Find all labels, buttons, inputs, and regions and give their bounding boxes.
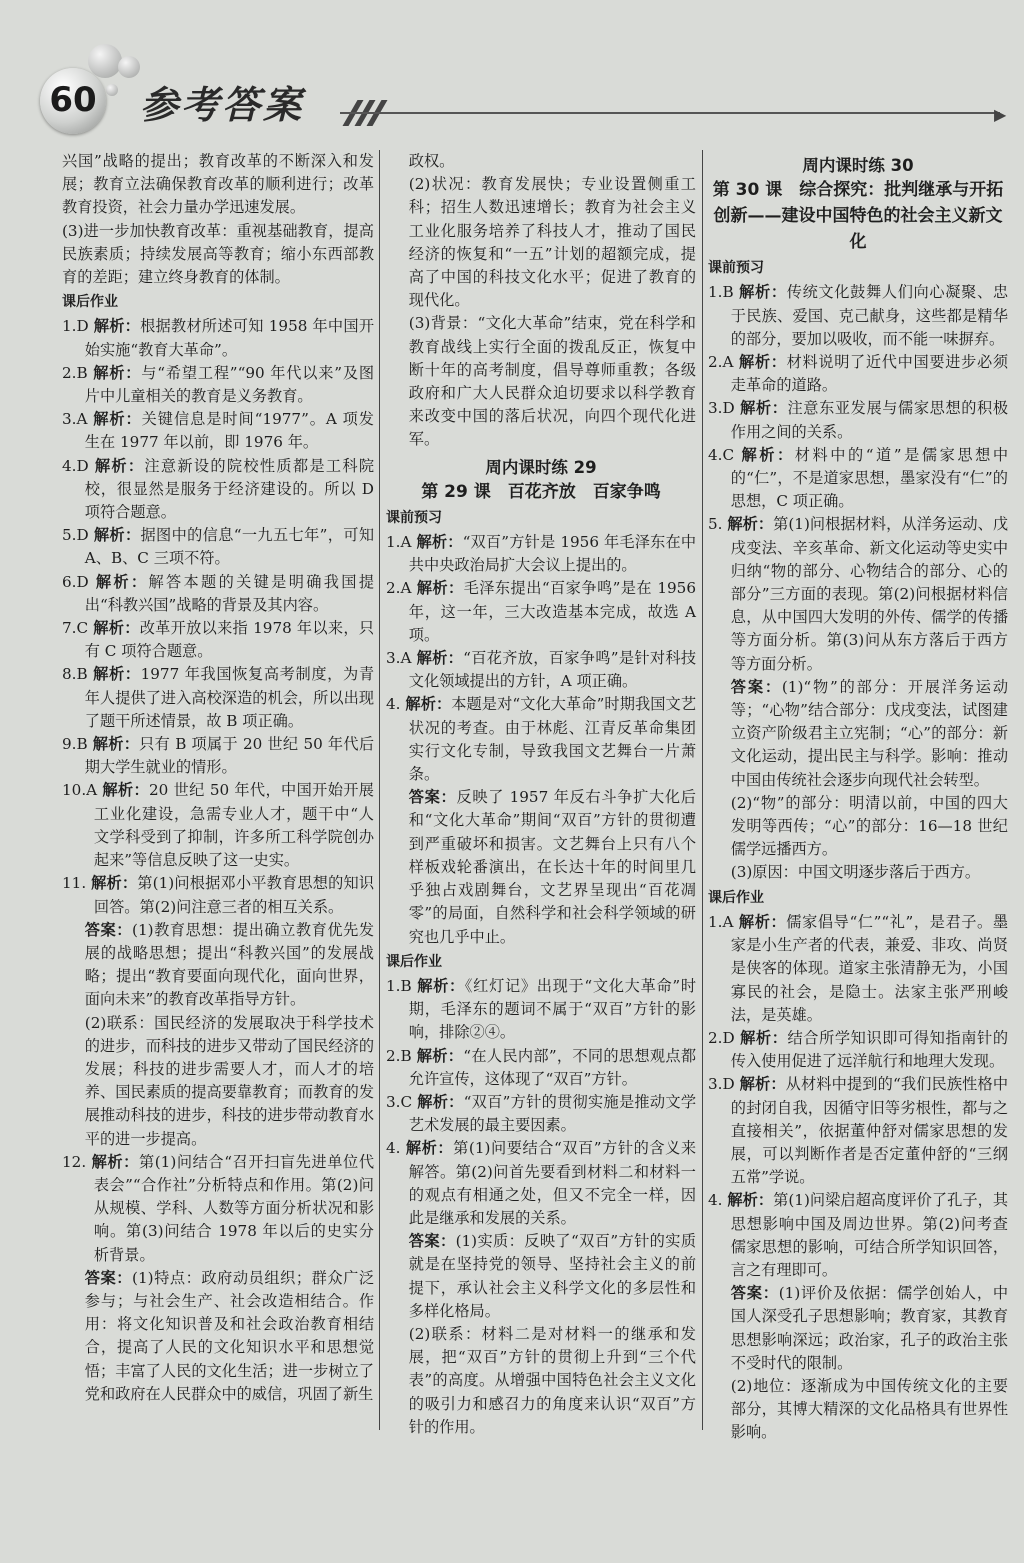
answer-item [386,1091,696,1137]
answer-item [386,531,696,577]
analysis-label: 解析： [740,1028,788,1047]
analysis-text: 第(1)问要结合“双百”方针的含义来解答。第(2)问首先要看到材料二和材料一的观点有相通之处，但又不完全一样，因此是继承和发展的关系。 [408,1139,697,1227]
analysis-text: 材料中的“道”是儒家思想中的“仁”，不是道家思想，墨家没有“仁”的思想，C 项正确。 [730,445,1009,511]
analysis-text: 儒家倡导“仁”“礼”，是君子。墨家是小生产者的代表，兼爱、非攻、尚贤是侠客的体现。道家主张清静无为，小国寡民的社会，是隐士。法家主张严刑峻法，是英雄。 [730,912,1009,1024]
analysis-text: 第(1)问梁启超高度评价了孔子，其思想影响中国及周边世界。第(2)问考查儒家思想的影响，可结合所学知识回答，言之有理即可。 [730,1191,1009,1279]
analysis-text: 材料说明了近代中国要进步必须走革命的道路。 [730,353,1009,395]
lesson-title: 第 29 课 百花齐放 百家争鸣 [421,481,661,502]
answer-item [62,872,374,918]
column-left [62,150,374,1406]
analysis-label: 解析： [93,410,142,429]
analysis-label: 解析： [92,735,140,754]
answer-block [386,786,696,948]
analysis-label: 解析： [93,526,141,545]
question-number: 4.C [708,445,735,464]
section-heading: 课后作业 [386,953,442,970]
answer-item [62,362,374,408]
analysis-label: 解析： [738,912,787,931]
analysis-text: 据图中的信息“一九五七年”，可知 A、B、C 三项不符。 [84,526,375,568]
analysis-label: 解析： [727,515,774,534]
analysis-label: 解析： [727,1191,774,1210]
analysis-label: 解析： [405,695,452,714]
analysis-label: 解析： [739,283,787,302]
analysis-label: 解析： [740,399,788,418]
answer-text: 反映了 1957 年反右斗争扩大化后和“文化大革命”期间“双百”方针的贯彻遭到严重破坏和损害。文艺舞台上只有八个样板戏轮番演出，在长达十年的时间里几乎独占戏剧舞台，文艺界呈现出“百花凋零”的局面，自然科学和社会科学领域的研究也几乎中止。 [408,788,696,946]
answer-item [708,1027,1008,1073]
answer-item [62,663,374,733]
question-number: 2.B [62,363,88,382]
column-right [708,150,1008,1445]
question-number: 1.B [708,283,734,302]
answer-item [708,397,1008,443]
question-number: 3.A [62,410,88,429]
answer-block [62,1267,374,1406]
answer-item [708,351,1008,397]
section-heading: 课前预习 [386,509,442,526]
answer-paragraph: (2)联系：材料二是对材料一的继承和发展，把“双百”方针的贯彻上升到“三个代表”的高度。从增强中国特色社会主义文化的吸引力和感召力的角度来认识“双百”方针的作用。 [408,1324,696,1436]
decor-bubble [118,56,140,78]
answer-label: 答案： [408,1232,456,1251]
analysis-label: 解析： [94,456,145,475]
answer-label: 答案： [730,677,782,696]
answer-text: (1)特点：政府动员组织；群众广泛参与；与社会生产、社会改造相结合。作用：将文化知识普及和社会政治教育相结合，提高了人民的文化知识水平和思想觉悟；丰富了人民的文化生活；进一步树立了党和政府在人民群众中的威信，巩固了新生 [84,1268,375,1403]
question-number: 2.A [708,353,734,372]
answer-label: 答案： [84,920,133,939]
question-number: 1.A [708,912,734,931]
analysis-text: 关键信息是时间“1977”。A 项发生在 1977 年以前，即 1976 年。 [84,410,374,452]
analysis-label: 解析： [93,363,142,382]
question-number: 2.D [708,1028,735,1047]
answer-item [62,408,374,454]
answer-item [708,1073,1008,1189]
answer-item [62,571,374,617]
analysis-label: 解析： [416,533,463,552]
question-number: 7.C [62,619,89,638]
analysis-text: 只有 B 项属于 20 世纪 50 年代后期大学生就业的情形。 [84,735,375,777]
analysis-label: 解析： [93,317,141,336]
analysis-text: “在人民内部”，不同的思想观点都允许宣传，这体现了“双百”方针。 [408,1046,697,1088]
decor-bubble [88,44,122,78]
answer-item [708,911,1008,1027]
analysis-label: 解析： [93,665,141,684]
answer-text: (1)教育思想：提出确立教育优先发展的战略思想；提出“科教兴国”的发展战略；提出“教育要面向现代化，面向世界，面向未来”的教育改革指导方针。 [84,920,375,1009]
question-number: 3.D [708,399,735,418]
answer-block [708,1282,1008,1375]
analysis-label: 解析： [95,572,149,591]
question-number: 2.B [386,1046,412,1065]
question-number: 3.D [708,1075,735,1094]
section-heading: 课后作业 [708,889,764,906]
answer-text: (1)评价及依据：儒学创始人，中国人深受孔子思想影响；教育家，其教育思想影响深远；政治家，孔子的政治主张不受时代的限制。 [730,1284,1009,1372]
arrow-right-icon: ▶ [994,105,1007,124]
text-paragraph: 兴国”战略的提出；教育改革的不断深入和发展；教育立法确保教育改革的顺利进行；改革教育投资，社会力量办学迅速发展。 [62,152,374,217]
analysis-text: 注意东亚发展与儒家思想的积极作用之间的关系。 [730,399,1009,441]
analysis-text: 与“希望工程”“90 年代以来”及图片中儿童相关的教育是义务教育。 [84,363,375,406]
analysis-text: 第(1)问根据材料，从洋务运动、戊戌变法、辛亥革命、新文化运动等史实中归纳“物的部分、心物结合的部分、心的部分”三方面的表现。第(2)问根据材料信息，从中国四大发明的外传、儒学的传播等方面分析。第(3)问从东方落后于西方等方面分析。 [730,515,1009,673]
analysis-text: “百花齐放，百家争鸣”是针对科技文化领域提出的方针，A 项正确。 [408,649,697,691]
analysis-text: 毛泽东提出“百家争鸣”是在 1956 年，这一年，三大改造基本完成，故选 A 项。 [408,579,696,644]
analysis-text: 结合所学知识即可得知指南针的传入使用促进了远洋航行和地理大发现。 [730,1028,1009,1071]
analysis-label: 解析： [91,874,138,893]
question-number: 3.C [386,1092,413,1111]
analysis-text: 从材料中提到的“我们民族性格中的封闭自我，因循守旧等劣根性，都与之直接相关”，依据董仲舒对儒家思想的发展，可以判断作者是否定董仲舒的“三纲五常”学说。 [730,1075,1009,1187]
answer-item [62,524,374,570]
practice-title: 周内课时练 30 [802,156,914,175]
section-heading: 课前预习 [708,260,764,277]
answer-text: (1)“物”的部分：开展洋务运动等；“心物”结合部分：戊戌变法，试图建立资产阶级君主立宪制；“心”的部分：新文化运动，提出民主与科学。影响：推动中国由传统社会逐步向现代社会转型。 [730,677,1009,789]
lesson-title: 第 30 课 综合探究：批判继承与开拓创新——建设中国特色的社会主义新文化 [712,180,1004,253]
question-number: 8.B [62,665,88,684]
answer-label: 答案： [730,1284,779,1303]
analysis-label: 解析： [741,445,795,464]
text-paragraph: (3)进一步加快教育改革：重视基础教育，提高民族素质；持续发展高等教育；缩小东西部教育的差距；建立终身教育的体制。 [62,221,374,287]
header-title: 参考答案 [140,83,305,127]
answer-item [386,693,696,786]
analysis-label: 解析： [417,1092,464,1111]
answer-block [386,1230,696,1323]
answer-paragraph: (2)地位：逐渐成为中国传统文化的主要部分，其博大精深的文化品格具有世界性影响。 [730,1376,1008,1442]
analysis-label: 解析： [739,1075,786,1094]
answer-item [708,444,1008,514]
answer-item [62,617,374,663]
answer-paragraph: (3)原因：中国文明逐步落后于西方。 [730,863,981,882]
question-number: 6.D [62,572,89,591]
answer-item [62,1151,374,1267]
question-number: 9.B [62,735,88,754]
column-middle [386,150,696,1439]
question-number: 4. [386,1139,401,1158]
decor-bubble [106,84,118,96]
analysis-text: 传统文化鼓舞人们向心凝聚、忠于民族、爱国、克己献身，这些都是精华的部分，要加以吸收，而不能一味摒弃。 [730,283,1009,348]
page-number: 60 [49,80,97,120]
answer-block [62,919,374,1012]
answer-item [386,975,696,1045]
analysis-text: 《红灯记》出现于“文化大革命”时期，毛泽东的题词不属于“双百”方针的影响，排除②④。 [408,976,697,1042]
answer-label: 答案： [84,1268,133,1287]
analysis-label: 解析： [417,976,465,995]
analysis-label: 解析： [405,1139,454,1158]
answer-label: 答案： [408,788,457,807]
analysis-text: 1977 年我国恢复高考制度，为青年人提供了进入高校深造的机会，所以出现了题干所述情景，故 B 项正确。 [84,665,375,730]
question-number: 1.D [62,317,89,336]
answer-paragraph: (2)“物”的部分：明清以前，中国的四大发明等西传；“心”的部分：16—18 世纪儒学远播西方。 [730,793,1008,859]
answer-item [62,779,374,872]
analysis-label: 解析： [102,781,149,800]
analysis-label: 解析： [416,579,464,598]
analysis-text: “双百”方针的贯彻实施是推动文学艺术发展的最主要因素。 [408,1092,697,1135]
question-number: 4.D [62,456,89,475]
analysis-text: 20 世纪 50 年代，中国开始开展工业化建设，急需专业人才，题干中“人文学科受到了抑制，许多所工科学院创办起来”等信息反映了这一史实。 [93,781,374,870]
answer-item [62,455,374,525]
analysis-text: 改革开放以来指 1978 年以来，只有 C 项符合题意。 [84,619,375,661]
analysis-text: 第(1)问根据邓小平教育思想的知识回答。第(2)问注意三者的相互关系。 [93,874,375,916]
analysis-label: 解析： [416,1046,464,1065]
answer-item [386,1045,696,1091]
answer-paragraph: 政权。 [408,152,455,170]
question-number: 2.A [386,579,412,598]
analysis-text: 第(1)问结合“召开扫盲先进单位代表会”“合作社”分析特点和作用。第(2)问从规模、学科、人数等方面分析状况和影响。第(3)问结合 1978 年以后的史实分析背景。 [93,1152,375,1264]
answer-item [386,1137,696,1230]
analysis-text: “双百”方针是 1956 年毛泽东在中共中央政治局扩大会议上提出的。 [408,533,697,575]
question-number: 11. [62,874,87,893]
answer-item [708,281,1008,351]
section-heading: 课后作业 [62,294,118,311]
question-number: 1.B [386,976,412,995]
header-rule [340,112,1000,114]
question-number: 10.A [62,781,98,800]
analysis-label: 解析： [738,353,787,372]
analysis-label: 解析： [93,619,140,638]
answer-paragraph: (2)联系：国民经济的发展取决于科学技术的进步，而科技的进步又带动了国民经济的发展；科技的进步需要人才，而人才的培养、国民素质的提高要靠教育；而教育的发展推动科技的进步，科技的进步带动教育水平的进一步提高。 [84,1013,374,1148]
analysis-text: 本题是对“文化大革命”时期我国文艺状况的考查。由于林彪、江青反革命集团实行文化专制，导致我国文艺舞台一片萧条。 [408,695,697,784]
question-number: 4. [386,695,401,714]
column-divider [379,150,380,1430]
answer-item [62,315,374,361]
answer-paragraph: (2)状况：教育发展快；专业设置侧重工科；招生人数迅速增长；教育为社会主义工业化服务培养了科技人才，推动了国民经济的恢复和“一五”计划的超额完成，提高了中国的科技文化水平；促进了教育的现代化。 [408,175,696,310]
question-number: 4. [708,1191,723,1210]
analysis-text: 根据教材所述可知 1958 年中国开始实施“教育大革命”。 [84,317,375,359]
column-divider [702,150,703,1430]
answer-item [62,733,374,779]
answer-item [386,647,696,693]
analysis-label: 解析： [91,1152,139,1171]
question-number: 5.D [62,526,89,545]
analysis-text: 解答本题的关键是明确我国提出“科教兴国”战略的背景及其内容。 [84,572,374,614]
practice-title: 周内课时练 29 [485,457,597,477]
answer-item [708,1189,1008,1282]
question-number: 12. [62,1152,87,1171]
analysis-label: 解析： [416,649,464,668]
answer-item [708,513,1008,675]
answer-paragraph: (3)背景：“文化大革命”结束，党在科学和教育战线上实行全面的拨乱反正，恢复中断十年的高考制度，倡导尊师重教；各级政府和广大人民群众迫切要求以科学教育来改变中国的落后状况，向四个现代化进军。 [408,314,696,449]
answer-block [708,676,1008,792]
answer-item [386,577,696,647]
question-number: 3.A [386,649,412,668]
question-number: 1.A [386,533,412,552]
analysis-text: 注意新设的院校性质都是工科院校，很显然是服务于经济建设的。所以 D 项符合题意。 [84,456,374,522]
page-header [0,0,1024,140]
question-number: 5. [708,515,723,534]
answer-text: (1)实质：反映了“双百”方针的实质就是在坚持党的领导、坚持社会主义的前提下，承认社会主义科学文化的多层性和多样化格局。 [408,1232,697,1320]
